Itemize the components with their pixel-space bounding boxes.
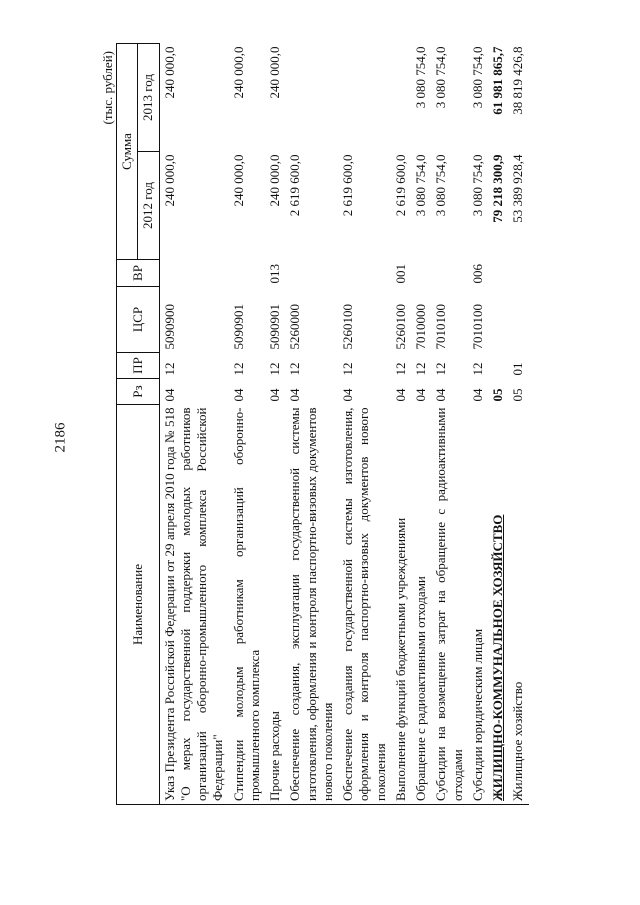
header-year-2013: 2013 год <box>138 44 159 152</box>
table-row <box>431 44 468 805</box>
row-vr <box>488 260 508 287</box>
table-header <box>117 44 160 805</box>
row-name: Субсидии на возмещение затрат на обращение с радиоактивными отходами <box>431 405 468 805</box>
row-amount-2013: 3 080 754,0 <box>469 46 485 109</box>
row-csr: 7010000 <box>413 304 428 350</box>
row-pr: 12 <box>413 362 428 376</box>
table-row <box>391 44 411 805</box>
row-csr <box>488 287 508 353</box>
table-row <box>468 44 488 805</box>
row-name: Субсидии юридическим лицам <box>468 405 488 805</box>
row-amount-2013: 61 981 865,7 <box>490 46 505 115</box>
table-row <box>265 44 285 805</box>
budget-table <box>116 43 529 805</box>
row-rz: 04 <box>469 388 485 402</box>
row-name: Выполнение функций бюджетными учреждениями <box>391 405 411 805</box>
row-vr: 013 <box>267 264 282 284</box>
row-name: Обращение с радиоактивными отходами <box>411 405 431 805</box>
row-vr <box>431 260 468 287</box>
row-pr: 12 <box>287 362 303 376</box>
header-name: Наименование <box>117 405 160 805</box>
row-amount-2013 <box>338 44 391 152</box>
row-amount-2012: 2 619 600,0 <box>392 154 408 217</box>
header-sum: Сумма <box>117 44 138 260</box>
row-amount-2013 <box>391 44 411 152</box>
row-amount-2012: 53 389 928,4 <box>510 154 526 223</box>
row-pr: 12 <box>340 362 355 376</box>
table-row <box>508 44 528 805</box>
row-amount-2013: 3 080 754,0 <box>413 46 428 109</box>
row-rz: 04 <box>340 388 355 402</box>
row-amount-2012: 2 619 600,0 <box>340 154 355 217</box>
header-vr: ВР <box>117 260 160 287</box>
row-pr: 12 <box>392 362 408 376</box>
row-amount-2012: 2 619 600,0 <box>287 154 303 217</box>
row-csr: 5260100 <box>392 304 408 350</box>
row-rz: 04 <box>392 388 408 402</box>
row-amount-2012: 240 000,0 <box>267 154 282 207</box>
row-rz: 04 <box>287 388 303 402</box>
row-amount-2012: 240 000,0 <box>161 154 177 207</box>
row-vr <box>338 260 391 287</box>
row-rz: 04 <box>413 388 428 402</box>
row-amount-2012: 3 080 754,0 <box>433 154 449 217</box>
page-number: 2186 <box>52 422 69 453</box>
row-vr <box>411 260 431 287</box>
row-amount-2013 <box>285 44 338 152</box>
table-row <box>159 44 229 805</box>
header-csr: ЦСР <box>117 287 160 353</box>
row-name: Указ Президента Российской Федерации от 29 апреля 2010 года № 518 "О мерах государственной поддержки молодых работников организаций оборонно-промышленного комплекса Российской Федерации" <box>159 405 229 805</box>
row-csr: 5090901 <box>230 304 246 350</box>
row-csr: 5090901 <box>267 304 282 350</box>
row-pr: 12 <box>161 362 177 376</box>
row-amount-2013: 38 819 426,8 <box>510 46 526 115</box>
row-pr <box>488 353 508 379</box>
row-rz: 05 <box>510 388 526 402</box>
row-csr: 7010100 <box>469 304 485 350</box>
row-amount-2013: 3 080 754,0 <box>433 46 449 109</box>
row-csr: 5260000 <box>287 304 303 350</box>
table-row <box>229 44 266 805</box>
row-pr: 12 <box>230 362 246 376</box>
row-rz: 04 <box>230 388 246 402</box>
row-amount-2012: 79 218 300,9 <box>490 154 505 223</box>
row-vr <box>285 260 338 287</box>
row-rz: 04 <box>267 388 282 402</box>
row-rz: 04 <box>433 388 449 402</box>
row-pr: 01 <box>510 362 526 376</box>
row-amount-2013: 240 000,0 <box>267 46 282 99</box>
table-row <box>411 44 431 805</box>
row-vr <box>159 260 229 287</box>
header-pr: ПР <box>117 353 160 379</box>
row-rz: 04 <box>161 388 177 402</box>
row-rz: 05 <box>490 388 505 402</box>
row-name: Прочие расходы <box>265 405 285 805</box>
table-row <box>338 44 391 805</box>
row-vr: 001 <box>392 264 408 284</box>
row-amount-2012: 3 080 754,0 <box>413 154 428 217</box>
header-year-2012: 2012 год <box>138 152 159 260</box>
row-vr <box>508 260 528 287</box>
table-row <box>285 44 338 805</box>
row-name: Обеспечение создания, эксплуатации государственной системы изготовления, оформления и контроля паспортно-визовых документов нового поколения <box>285 405 338 805</box>
row-vr: 006 <box>469 264 485 284</box>
rotated-page-content <box>100 40 640 805</box>
row-amount-2013: 240 000,0 <box>230 46 246 99</box>
row-name: Обеспечение создания государственной системы изготовления, оформления и контроля паспортно-визовых документов нового поколения <box>338 405 391 805</box>
row-csr <box>508 287 528 353</box>
row-pr: 12 <box>469 362 485 376</box>
row-csr: 5260100 <box>340 304 355 350</box>
row-amount-2013: 240 000,0 <box>161 46 177 99</box>
unit-label: (тыс. рублей) <box>100 51 115 125</box>
table-row <box>488 44 508 805</box>
row-name: Стипендии молодым работникам организаций оборонно-промышленного комплекса <box>229 405 266 805</box>
row-pr: 12 <box>267 362 282 376</box>
row-amount-2012: 240 000,0 <box>230 154 246 207</box>
row-pr: 12 <box>433 362 449 376</box>
row-amount-2012: 3 080 754,0 <box>469 154 485 217</box>
row-csr: 5090900 <box>161 304 177 350</box>
table-body <box>159 44 529 805</box>
row-name: ЖИЛИЩНО-КОММУНАЛЬНОЕ ХОЗЯЙСТВО <box>488 405 508 805</box>
header-rz: Рз <box>117 379 160 405</box>
row-vr <box>229 260 266 287</box>
row-csr: 7010100 <box>433 304 449 350</box>
row-name: Жилищное хозяйство <box>508 405 528 805</box>
